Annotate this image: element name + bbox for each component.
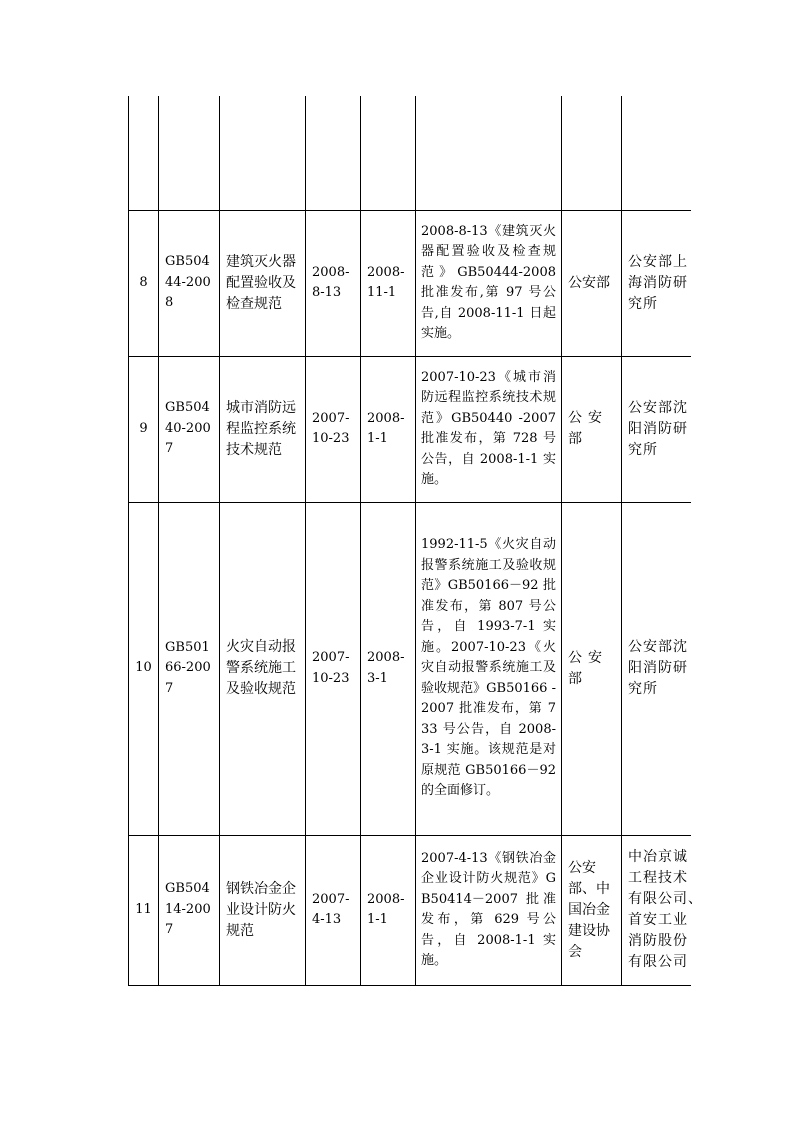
department: 公安部、中国冶金建设协会 <box>568 859 610 960</box>
effective-date-cell <box>361 210 416 356</box>
note-cell <box>416 356 562 502</box>
standard-title: 城市消防远程监控系统技术规范 <box>226 399 296 458</box>
drafting-org-line: 公安部沈 <box>628 399 688 416</box>
effective-date-cell <box>361 356 416 502</box>
publication-note: 2008-8-13《建筑灭火器配置验收及检查规范》GB50444-2008 批准发布,第 97 号公告,自 2008-11-1 日起实施。 <box>421 223 556 341</box>
department: 公安部 <box>568 274 610 291</box>
standards-table <box>128 96 703 986</box>
standard-code-cell <box>159 835 220 985</box>
approval-date-cell <box>306 835 361 985</box>
drafting-org-line: 工程技术 <box>628 870 688 886</box>
effective-date: 2008-3-1 <box>367 650 405 686</box>
note-cell <box>416 502 562 835</box>
table-row <box>129 356 691 502</box>
note-cell <box>416 210 562 356</box>
standard-title: 钢铁冶金企业设计防火规范 <box>226 880 296 939</box>
cell-empty <box>220 96 306 210</box>
publication-note: 1992-11-5《火灾自动报警系统施工及验收规范》GB50166－92 批准发布，第 807 号公告，自 1993-7-1 实施。2007-10-23《火灾自动报警系统施工及验收规范》GB50166 -2007 批准发布，第 733 号公告，自 2008-3-1 实施。该规范是对原规范 GB50166－92 的全面修订。 <box>421 537 556 799</box>
department: 公安部 <box>568 649 608 687</box>
publication-note: 2007-10-23《城市消防远程监控系统技术规范》GB50440 -2007 批准发布，第 728 号公告，自 2008-1-1 实施。 <box>421 369 556 487</box>
row-number: 9 <box>129 356 159 502</box>
drafting-org-line: 海消防研 <box>628 274 688 291</box>
drafting-org-cell <box>622 356 691 502</box>
approval-date: 2008-8-13 <box>312 264 350 300</box>
row-number: 11 <box>129 835 159 985</box>
table-row-continuation <box>129 96 691 210</box>
table-row <box>129 835 691 985</box>
standard-title-cell <box>220 356 306 502</box>
drafting-org-line: 消防股份 <box>628 933 688 949</box>
drafting-org-line: 究所 <box>628 441 658 458</box>
table-row <box>129 502 691 835</box>
department-cell <box>562 356 622 502</box>
drafting-org-line: 中冶京诚 <box>628 849 688 865</box>
standard-title-cell <box>220 210 306 356</box>
effective-date: 2008-1-1 <box>367 410 405 446</box>
effective-date-cell <box>361 502 416 835</box>
standard-title: 火灾自动报警系统施工及验收规范 <box>226 639 296 697</box>
standard-title-cell <box>220 502 306 835</box>
approval-date-cell <box>306 210 361 356</box>
effective-date: 2008-11-1 <box>367 264 405 300</box>
row-number: 8 <box>129 210 159 356</box>
department-cell <box>562 502 622 835</box>
cell-empty <box>361 96 416 210</box>
standard-title: 建筑灭火器配置验收及检查规范 <box>226 253 296 312</box>
cell-empty <box>562 96 622 210</box>
publication-note: 2007-4-13《钢铁冶金企业设计防火规范》GB50414－2007 批准发布，第 629 号公告，自 2008-1-1 实施。 <box>421 850 556 968</box>
drafting-org-line: 究所 <box>628 295 658 312</box>
cell-empty <box>622 96 691 210</box>
standard-code: GB50166-2007 <box>165 639 211 696</box>
drafting-org-line: 公安部沈 <box>628 639 688 655</box>
standard-code: GB50440-2007 <box>165 400 211 457</box>
approval-date-cell <box>306 502 361 835</box>
drafting-org-cell <box>622 835 703 985</box>
table-row <box>129 210 691 356</box>
effective-date: 2008-1-1 <box>367 891 405 927</box>
standard-code: GB50414-2007 <box>165 881 211 938</box>
drafting-org <box>622 252 691 315</box>
standard-code-cell <box>159 502 220 835</box>
approval-date: 2007-10-23 <box>312 650 350 686</box>
drafting-org <box>622 398 691 461</box>
effective-date-cell <box>361 835 416 985</box>
cell-empty <box>416 96 562 210</box>
drafting-org <box>622 847 703 973</box>
drafting-org-line: 究所 <box>628 681 658 697</box>
row-number: 10 <box>129 502 159 835</box>
standard-code-cell <box>159 356 220 502</box>
note-cell <box>416 835 562 985</box>
cell-empty <box>159 96 220 210</box>
department: 公安部 <box>568 410 608 447</box>
department-cell <box>562 835 622 985</box>
standard-code: GB50444-2008 <box>165 254 211 311</box>
approval-date: 2007-10-23 <box>312 410 350 446</box>
drafting-org-line: 阳消防研 <box>628 420 688 437</box>
drafting-org <box>622 637 691 700</box>
cell-empty <box>306 96 361 210</box>
standard-title-cell <box>220 835 306 985</box>
approval-date-cell <box>306 356 361 502</box>
drafting-org-cell <box>622 210 691 356</box>
cell-empty <box>129 96 159 210</box>
standard-code-cell <box>159 210 220 356</box>
drafting-org-cell <box>622 502 691 835</box>
drafting-org-line: 首安工业 <box>628 912 688 928</box>
drafting-org-line: 阳消防研 <box>628 660 688 676</box>
drafting-org-line: 公安部上 <box>628 253 688 270</box>
drafting-org-line: 有限公司、 <box>628 891 703 907</box>
drafting-org-line: 有限公司 <box>628 954 688 970</box>
department-cell <box>562 210 622 356</box>
approval-date: 2007-4-13 <box>312 891 350 927</box>
